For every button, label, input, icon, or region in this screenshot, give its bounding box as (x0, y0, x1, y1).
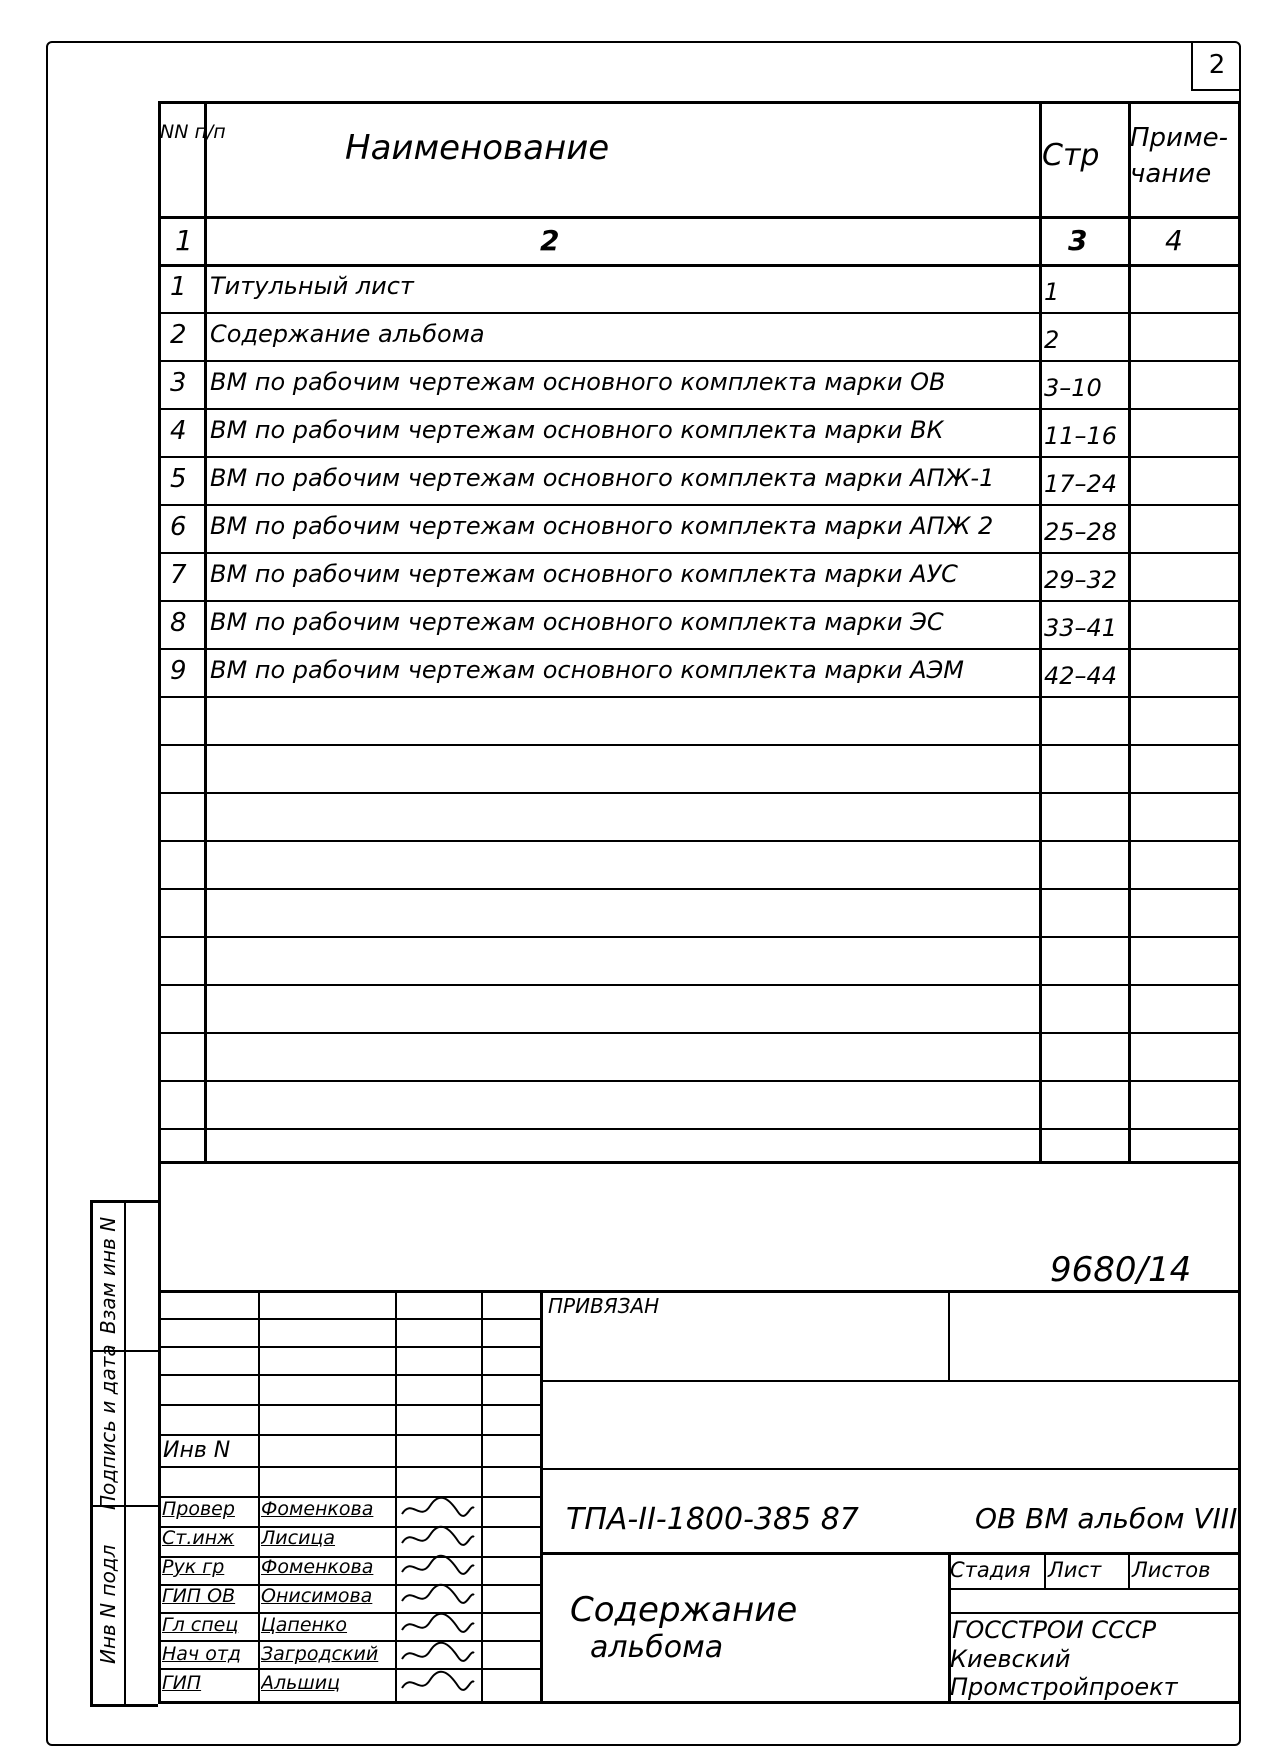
sheets-label: Листов (1132, 1558, 1211, 1582)
signer-role: ГИП (162, 1672, 202, 1694)
row-page: 11–16 (1044, 422, 1118, 450)
table-row-line (158, 888, 1241, 890)
table-row-line (158, 744, 1241, 746)
row-number: 8 (170, 608, 187, 638)
stamp-row-line (158, 1404, 540, 1406)
page-number: 2 (1191, 41, 1241, 91)
signer-role: ГИП ОВ (162, 1585, 236, 1607)
col-line (1039, 101, 1042, 1161)
stamp-line (540, 1552, 1241, 1555)
stamp-line (948, 1588, 1241, 1590)
row-name: ВМ по рабочим чертежам основного комплекта марки ВК (210, 416, 944, 444)
table-row-line (158, 936, 1241, 938)
signature-scribble (398, 1670, 478, 1700)
table-row-line (158, 504, 1241, 506)
table-row-line (158, 1032, 1241, 1034)
stamp-col (540, 1290, 543, 1704)
signature-scribble (398, 1525, 478, 1555)
signature-scribble (398, 1496, 478, 1526)
side-label-podpis: Подпись и дата (96, 1344, 120, 1511)
signer-name: Загродский (261, 1643, 379, 1665)
stamp-line (540, 1468, 1241, 1470)
sheet-label: Лист (1048, 1558, 1102, 1582)
signer-name: Лисица (261, 1527, 336, 1549)
table-row-line (158, 840, 1241, 842)
header-line (158, 216, 1241, 219)
stamp-row-line (158, 1434, 540, 1436)
side-strip-line (124, 1200, 126, 1704)
stamp-col (948, 1290, 950, 1380)
signer-name: Цапенко (261, 1614, 348, 1636)
stamp-row-line (158, 1668, 540, 1670)
org-line-2: Киевский (950, 1645, 1071, 1673)
stamp-row-line (158, 1640, 540, 1642)
header-name: Наименование (345, 128, 610, 168)
table-row-line (158, 552, 1241, 554)
row-page: 2 (1044, 326, 1060, 354)
row-number: 7 (170, 560, 187, 590)
album-label: ОВ ВМ альбом VIII (975, 1502, 1238, 1535)
row-name: Титульный лист (210, 272, 414, 300)
header-num: NN п/п (160, 121, 226, 143)
table-row-line (158, 1080, 1241, 1082)
header-idx-4: 4 (1165, 224, 1183, 257)
stamp-row-line (158, 1346, 540, 1348)
header-note: Приме-чание (1130, 123, 1228, 189)
signer-role: Рук гр (162, 1556, 225, 1578)
sheet-title-2: альбома (590, 1630, 724, 1665)
row-name: ВМ по рабочим чертежам основного комплекта марки АУС (210, 560, 958, 588)
table-row-line (158, 696, 1241, 698)
stamp-line (540, 1380, 1241, 1382)
side-label-vzam: Взам инв N (96, 1216, 120, 1334)
stamp-row-line (158, 1466, 540, 1468)
table-row-line (158, 984, 1241, 986)
row-page: 17–24 (1044, 470, 1118, 498)
signature-scribble (398, 1583, 478, 1613)
signer-name: Фоменкова (261, 1498, 374, 1520)
row-number: 3 (170, 368, 187, 398)
row-page: 29–32 (1044, 566, 1118, 594)
signature-scribble (398, 1554, 478, 1584)
stamp-row-line (158, 1374, 540, 1376)
stamp-row-line (158, 1318, 540, 1320)
table-row-line (158, 312, 1241, 314)
row-name: ВМ по рабочим чертежам основного комплекта марки ЭС (210, 608, 944, 636)
row-page: 33–41 (1044, 614, 1118, 642)
table-row-line (158, 408, 1241, 410)
row-page: 3–10 (1044, 374, 1102, 402)
stamp-col (1044, 1552, 1046, 1588)
table-row-line (158, 792, 1241, 794)
table-bottom-line (158, 1161, 1241, 1164)
org-line-3: Промстройпроект (950, 1673, 1178, 1701)
table-row-line (158, 360, 1241, 362)
row-name: ВМ по рабочим чертежам основного комплекта марки АПЖ-1 (210, 464, 995, 492)
signer-name: Альшиц (261, 1672, 341, 1694)
col-line (204, 101, 207, 1161)
side-label-inv-podl: Инв N подл (96, 1544, 120, 1665)
row-number: 1 (170, 272, 187, 302)
signature-scribble (398, 1612, 478, 1642)
signature-scribble (398, 1641, 478, 1671)
document-code: ТПА-II-1800-385 87 (566, 1502, 859, 1537)
signer-role: Провер (162, 1498, 235, 1520)
row-page: 25–28 (1044, 518, 1118, 546)
org-line-1: ГОССТРОИ СССР (952, 1616, 1157, 1644)
signer-role: Ст.инж (162, 1527, 235, 1549)
row-number: 2 (170, 320, 187, 350)
header-idx-2: 2 (540, 224, 560, 257)
signer-role: Нач отд (162, 1643, 242, 1665)
row-name: ВМ по рабочим чертежам основного комплекта марки ОВ (210, 368, 946, 396)
header-line (158, 264, 1241, 267)
signer-name: Онисимова (261, 1585, 373, 1607)
stamp-col (1128, 1552, 1130, 1588)
table-row-line (158, 648, 1241, 650)
col-line (1128, 101, 1131, 1161)
album-number: 9680/14 (1050, 1250, 1192, 1290)
row-number: 5 (170, 464, 187, 494)
row-number: 9 (170, 656, 187, 686)
row-page: 1 (1044, 278, 1060, 306)
row-name: ВМ по рабочим чертежам основного комплекта марки АЭМ (210, 656, 964, 684)
inv-label: Инв N (163, 1438, 231, 1463)
signer-role: Гл спец (162, 1614, 239, 1636)
header-idx-1: 1 (175, 224, 193, 257)
header-page: Стр (1042, 138, 1100, 173)
signer-name: Фоменкова (261, 1556, 374, 1578)
stamp-line (948, 1612, 1241, 1614)
privyazan-label: ПРИВЯЗАН (548, 1294, 660, 1318)
table-row-line (158, 600, 1241, 602)
table-row-line (158, 1128, 1241, 1130)
row-name: Содержание альбома (210, 320, 485, 348)
stage-label: Стадия (950, 1558, 1031, 1582)
header-idx-3: 3 (1068, 224, 1088, 257)
sheet-title-1: Содержание (570, 1590, 798, 1630)
row-number: 6 (170, 512, 187, 542)
stamp-top-line (158, 1290, 1241, 1293)
row-page: 42–44 (1044, 662, 1118, 690)
table-row-line (158, 456, 1241, 458)
row-number: 4 (170, 416, 187, 446)
side-strip-line (90, 1704, 158, 1707)
row-name: ВМ по рабочим чертежам основного комплекта марки АПЖ 2 (210, 512, 994, 540)
